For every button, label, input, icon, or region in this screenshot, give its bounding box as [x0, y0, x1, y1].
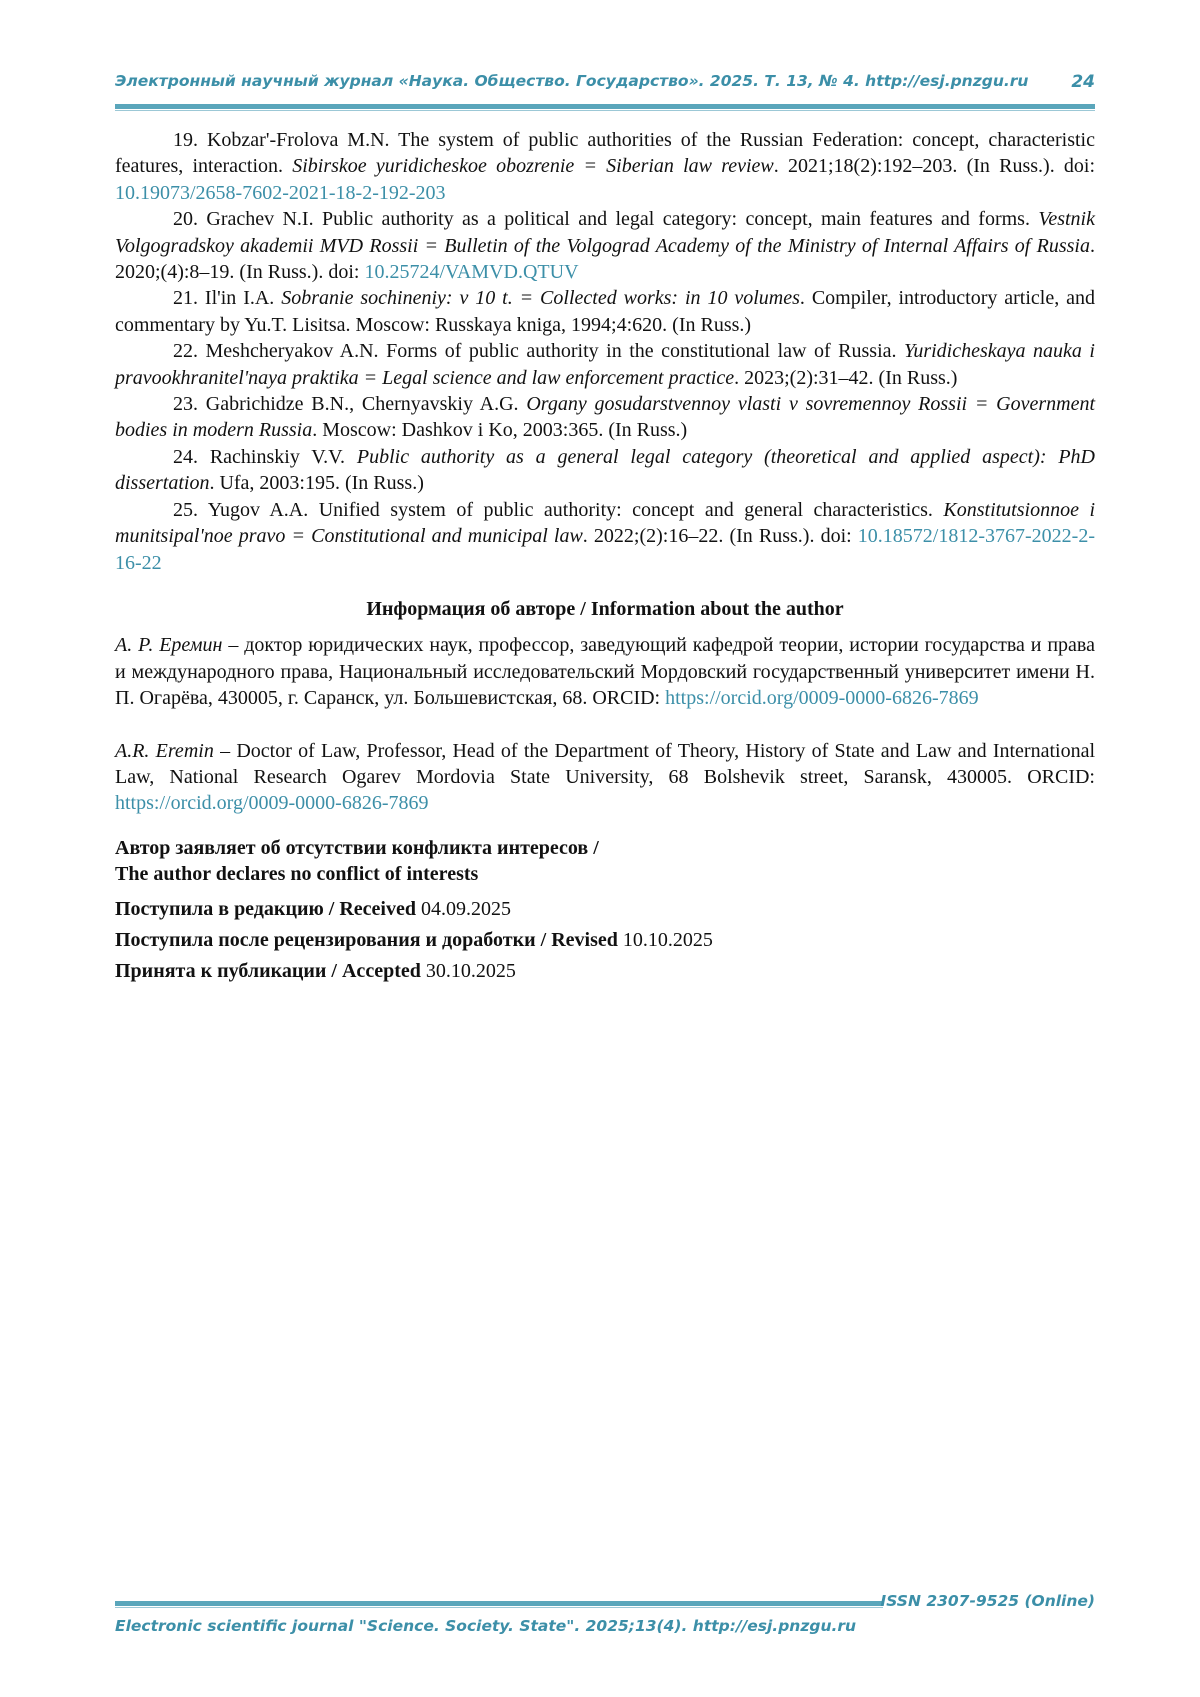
page-header	[115, 72, 1095, 92]
page-number: 24	[1071, 72, 1095, 92]
orcid-link[interactable]: https://orcid.org/0009-0000-6826-7869	[665, 687, 979, 710]
doi-link[interactable]: 10.25724/VAMVD.QTUV	[364, 261, 579, 284]
journal-footer: Electronic scientific journal "Science. Society. State". 2025;13(4). http://esj.pnzgu.ru	[115, 1617, 857, 1635]
reference-item: 24. Rachinskiy V.V. Public authority as a general legal category (theoretical and applied aspect): PhD dissertation. Ufa, 2003:195. (In Russ.)	[115, 445, 1096, 495]
publication-dates	[115, 896, 1095, 985]
accepted-date: Принята к публикации / Accepted 30.10.2025	[115, 960, 516, 983]
journal-header: Электронный научный журнал «Наука. Общество. Государство». 2025. Т. 13, № 4. http://esj.pnzgu.ru	[115, 72, 1029, 90]
page-content	[115, 127, 1095, 990]
conflict-declaration: Автор заявляет об отсутствии конфликта интересов / The author declares no conflict of interests	[115, 836, 599, 886]
footer-rule-thin	[115, 1607, 883, 1608]
reference-item: 19. Kobzar'-Frolova M.N. The system of public authorities of the Russian Federation: concept, characteristic features, interaction. Sibirskoe yuridicheskoe obozrenie = Siberian law review. 2021;18(2):192–203. (In Russ.). doi: 10.19073/2658-7602-2021-18-2-192-203	[115, 129, 1096, 204]
reference-item: 22. Meshcheryakov A.N. Forms of public authority in the constitutional law of Russia. Yuridicheskaya nauka i pravookhranitel'naya praktika = Legal science and law enforcement practice. 2023;(2):31–42. (In Russ.)	[115, 340, 1095, 389]
doi-link[interactable]: 10.18572/1812-3767-2022-2-16-22	[115, 525, 1095, 574]
reference-item: 25. Yugov A.A. Unified system of public authority: concept and general characteristics. Konstitutsionnoe i munitsipal'noe pravo = Constitutional and municipal law. 2022;(2):16–22. (In Russ.). doi: 10.18572/1812-3767-2022-2-16-22	[115, 498, 1095, 574]
reference-list	[115, 127, 1095, 576]
footer-rule	[115, 1601, 883, 1606]
author-info-ru: А. Р. Еремин – доктор юридических наук, профессор, заведующий кафедрой теории, истории государства и права и международного права, Национальный исследовательский Мордовский государственный университет имени Н. П. Огарёва, 430005, г. Саранск, ул. Большевистская, 68. ORCID: https://orcid.org/0009-0000-6826-7869	[115, 634, 1095, 710]
author-info-en: A.R. Eremin – Doctor of Law, Professor, Head of the Department of Theory, History of State and Law and International Law, National Research Ogarev Mordovia State University, 68 Bolshevik street, Saransk, 430005. ORCID: https://orcid.org/0009-0000-6826-7869	[115, 739, 1096, 815]
author-name-ru: А. Р. Еремин	[115, 634, 223, 657]
author-info-title: Информация об авторе / Information about the author	[366, 597, 844, 620]
reference-item: 23. Gabrichidze B.N., Chernyavskiy A.G. Organy gosudarstvennoy vlasti v sovremennoy Rossii = Government bodies in modern Russia. Moscow: Dashkov i Ko, 2003:365. (In Russ.)	[115, 393, 1095, 442]
doi-link[interactable]: 10.19073/2658-7602-2021-18-2-192-203	[115, 181, 446, 204]
received-date: Поступила в редакцию / Received 04.09.2025	[115, 897, 511, 920]
header-rule	[115, 104, 1095, 109]
orcid-link[interactable]: https://orcid.org/0009-0000-6826-7869	[115, 792, 429, 815]
reference-item: 20. Grachev N.I. Public authority as a political and legal category: concept, main features and forms. Vestnik Volgogradskoy akademii MVD Rossii = Bulletin of the Volgograd Academy of the Ministry of Internal Affairs of Russia. 2020;(4):8–19. (In Russ.). doi: 10.25724/VAMVD.QTUV	[115, 208, 1095, 284]
issn-label: ISSN 2307-9525 (Online)	[880, 1592, 1095, 1610]
revised-date: Поступила после рецензирования и доработки / Revised 10.10.2025	[115, 928, 713, 951]
author-name-en: A.R. Eremin	[115, 739, 214, 762]
reference-item: 21. Il'in I.A. Sobranie sochineniy: v 10 t. = Collected works: in 10 volumes. Compiler, introductory article, and commentary by Yu.T. Lisitsa. Moscow: Russkaya kniga, 1994;4:620. (In Russ.)	[115, 287, 1096, 336]
header-rule-thin	[115, 110, 1095, 111]
